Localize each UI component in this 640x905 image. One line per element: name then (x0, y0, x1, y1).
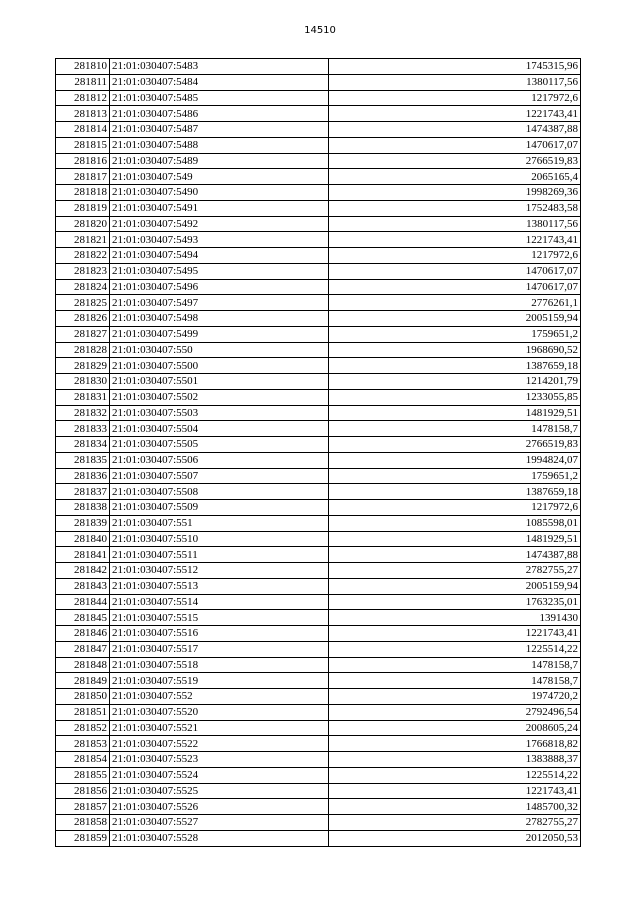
row-number-cell: 281814 (56, 122, 110, 138)
table-row (56, 704, 581, 720)
table-row (56, 122, 581, 138)
cadastral-number-cell: 21:01:030407:5510 (110, 531, 329, 547)
cadastral-value-cell: 1485700,32 (329, 799, 581, 815)
row-number-cell: 281857 (56, 799, 110, 815)
cadastral-value-cell: 2766519,83 (329, 153, 581, 169)
table-row (56, 626, 581, 642)
cadastral-number-cell: 21:01:030407:549 (110, 169, 329, 185)
cadastral-value-cell: 1994824,07 (329, 452, 581, 468)
cadastral-number-cell: 21:01:030407:5489 (110, 153, 329, 169)
cadastral-number-cell: 21:01:030407:5508 (110, 484, 329, 500)
table-row (56, 216, 581, 232)
table-row (56, 531, 581, 547)
table-row (56, 689, 581, 705)
cadastral-number-cell: 21:01:030407:5516 (110, 626, 329, 642)
row-number-cell: 281826 (56, 311, 110, 327)
table-row (56, 153, 581, 169)
cadastral-value-cell: 1380117,56 (329, 216, 581, 232)
cadastral-number-cell: 21:01:030407:5518 (110, 657, 329, 673)
table-row (56, 59, 581, 75)
table-row (56, 610, 581, 626)
cadastral-value-cell: 1221743,41 (329, 626, 581, 642)
row-number-cell: 281830 (56, 374, 110, 390)
row-number-cell: 281815 (56, 137, 110, 153)
cadastral-number-cell: 21:01:030407:552 (110, 689, 329, 705)
cadastral-number-cell: 21:01:030407:5501 (110, 374, 329, 390)
table-row (56, 468, 581, 484)
cadastral-value-cell: 1387659,18 (329, 484, 581, 500)
row-number-cell: 281833 (56, 421, 110, 437)
row-number-cell: 281856 (56, 783, 110, 799)
cadastral-value-cell: 1745315,96 (329, 59, 581, 75)
row-number-cell: 281820 (56, 216, 110, 232)
cadastral-number-cell: 21:01:030407:5488 (110, 137, 329, 153)
table-row (56, 169, 581, 185)
cadastral-value-cell: 1217972,6 (329, 248, 581, 264)
table-row (56, 673, 581, 689)
table-row (56, 374, 581, 390)
cadastral-value-cell: 1968690,52 (329, 342, 581, 358)
row-number-cell: 281837 (56, 484, 110, 500)
cadastral-number-cell: 21:01:030407:550 (110, 342, 329, 358)
table-row (56, 185, 581, 201)
cadastral-number-cell: 21:01:030407:5490 (110, 185, 329, 201)
cadastral-value-cell: 1470617,07 (329, 137, 581, 153)
cadastral-value-cell: 2012050,53 (329, 830, 581, 846)
cadastral-number-cell: 21:01:030407:5500 (110, 358, 329, 374)
row-number-cell: 281836 (56, 468, 110, 484)
table-row (56, 736, 581, 752)
cadastral-value-cell: 1752483,58 (329, 200, 581, 216)
cadastral-number-cell: 21:01:030407:5503 (110, 405, 329, 421)
table-row (56, 500, 581, 516)
table-body (56, 59, 581, 847)
page-number: 14510 (304, 25, 336, 36)
row-number-cell: 281850 (56, 689, 110, 705)
cadastral-value-cell: 1383888,37 (329, 752, 581, 768)
table-row (56, 232, 581, 248)
cadastral-value-cell: 1759651,2 (329, 326, 581, 342)
row-number-cell: 281835 (56, 452, 110, 468)
cadastral-value-cell: 1763235,01 (329, 594, 581, 610)
cadastral-value-cell: 1474387,88 (329, 122, 581, 138)
cadastral-value-cell: 1474387,88 (329, 547, 581, 563)
row-number-cell: 281854 (56, 752, 110, 768)
row-number-cell: 281853 (56, 736, 110, 752)
table-row (56, 342, 581, 358)
table-row (56, 279, 581, 295)
row-number-cell: 281847 (56, 641, 110, 657)
cadastral-number-cell: 21:01:030407:5499 (110, 326, 329, 342)
row-number-cell: 281840 (56, 531, 110, 547)
row-number-cell: 281839 (56, 515, 110, 531)
row-number-cell: 281828 (56, 342, 110, 358)
cadastral-number-cell: 21:01:030407:5485 (110, 90, 329, 106)
cadastral-number-cell: 21:01:030407:5520 (110, 704, 329, 720)
row-number-cell: 281844 (56, 594, 110, 610)
table-row (56, 295, 581, 311)
cadastral-number-cell: 21:01:030407:5498 (110, 311, 329, 327)
row-number-cell: 281812 (56, 90, 110, 106)
cadastral-number-cell: 21:01:030407:5519 (110, 673, 329, 689)
cadastral-value-cell: 1759651,2 (329, 468, 581, 484)
table-row (56, 326, 581, 342)
cadastral-number-cell: 21:01:030407:5504 (110, 421, 329, 437)
row-number-cell: 281852 (56, 720, 110, 736)
row-number-cell: 281816 (56, 153, 110, 169)
row-number-cell: 281829 (56, 358, 110, 374)
row-number-cell: 281831 (56, 389, 110, 405)
row-number-cell: 281855 (56, 767, 110, 783)
cadastral-number-cell: 21:01:030407:5524 (110, 767, 329, 783)
table-row (56, 421, 581, 437)
row-number-cell: 281825 (56, 295, 110, 311)
table-row (56, 452, 581, 468)
cadastral-number-cell: 21:01:030407:5506 (110, 452, 329, 468)
cadastral-value-cell: 2782755,27 (329, 563, 581, 579)
row-number-cell: 281841 (56, 547, 110, 563)
cadastral-number-cell: 21:01:030407:5507 (110, 468, 329, 484)
row-number-cell: 281824 (56, 279, 110, 295)
cadastral-number-cell: 21:01:030407:5484 (110, 74, 329, 90)
cadastral-number-cell: 21:01:030407:5526 (110, 799, 329, 815)
cadastral-value-cell: 1225514,22 (329, 767, 581, 783)
table-row (56, 752, 581, 768)
cadastral-number-cell: 21:01:030407:5509 (110, 500, 329, 516)
cadastral-number-cell: 21:01:030407:5511 (110, 547, 329, 563)
cadastral-number-cell: 21:01:030407:5502 (110, 389, 329, 405)
table-row (56, 437, 581, 453)
cadastral-value-cell: 1387659,18 (329, 358, 581, 374)
table-row (56, 515, 581, 531)
row-number-cell: 281848 (56, 657, 110, 673)
cadastral-number-cell: 21:01:030407:5521 (110, 720, 329, 736)
cadastral-number-cell: 21:01:030407:5492 (110, 216, 329, 232)
table-row (56, 799, 581, 815)
cadastral-number-cell: 21:01:030407:5512 (110, 563, 329, 579)
cadastral-value-cell: 1233055,85 (329, 389, 581, 405)
table-row (56, 405, 581, 421)
cadastral-value-cell: 1766818,82 (329, 736, 581, 752)
cadastral-value-cell: 2792496,54 (329, 704, 581, 720)
table-row (56, 74, 581, 90)
cadastral-number-cell: 21:01:030407:5523 (110, 752, 329, 768)
table-row (56, 484, 581, 500)
row-number-cell: 281851 (56, 704, 110, 720)
cadastral-value-cell: 1221743,41 (329, 106, 581, 122)
row-number-cell: 281846 (56, 626, 110, 642)
cadastral-number-cell: 21:01:030407:5497 (110, 295, 329, 311)
cadastral-value-cell: 2005159,94 (329, 578, 581, 594)
table-row (56, 594, 581, 610)
cadastral-value-cell: 1478158,7 (329, 673, 581, 689)
table-row (56, 783, 581, 799)
row-number-cell: 281832 (56, 405, 110, 421)
cadastral-number-cell: 21:01:030407:5505 (110, 437, 329, 453)
row-number-cell: 281849 (56, 673, 110, 689)
table-row (56, 358, 581, 374)
cadastral-value-cell: 1221743,41 (329, 232, 581, 248)
row-number-cell: 281819 (56, 200, 110, 216)
cadastral-number-cell: 21:01:030407:5514 (110, 594, 329, 610)
cadastral-number-cell: 21:01:030407:5522 (110, 736, 329, 752)
cadastral-value-cell: 2776261,1 (329, 295, 581, 311)
cadastral-number-cell: 21:01:030407:5493 (110, 232, 329, 248)
cadastral-value-cell: 2005159,94 (329, 311, 581, 327)
cadastral-number-cell: 21:01:030407:5483 (110, 59, 329, 75)
table-row (56, 90, 581, 106)
table-row (56, 563, 581, 579)
cadastral-value-cell: 1217972,6 (329, 90, 581, 106)
cadastral-number-cell: 21:01:030407:5495 (110, 263, 329, 279)
row-number-cell: 281834 (56, 437, 110, 453)
table-row (56, 389, 581, 405)
table-row (56, 248, 581, 264)
row-number-cell: 281845 (56, 610, 110, 626)
row-number-cell: 281822 (56, 248, 110, 264)
table-row (56, 137, 581, 153)
cadastral-number-cell: 21:01:030407:5494 (110, 248, 329, 264)
cadastral-number-cell: 21:01:030407:5486 (110, 106, 329, 122)
cadastral-number-cell: 21:01:030407:5496 (110, 279, 329, 295)
cadastral-value-cell: 1470617,07 (329, 263, 581, 279)
cadastral-value-cell: 1478158,7 (329, 657, 581, 673)
cadastral-number-cell: 21:01:030407:5517 (110, 641, 329, 657)
table-row (56, 547, 581, 563)
table-row (56, 106, 581, 122)
cadastral-number-cell: 21:01:030407:5525 (110, 783, 329, 799)
cadastral-value-cell: 1225514,22 (329, 641, 581, 657)
row-number-cell: 281817 (56, 169, 110, 185)
cadastral-value-table (55, 58, 581, 847)
table-row (56, 641, 581, 657)
cadastral-value-cell: 1085598,01 (329, 515, 581, 531)
cadastral-value-cell: 1217972,6 (329, 500, 581, 516)
cadastral-value-cell: 1478158,7 (329, 421, 581, 437)
cadastral-value-cell: 1481929,51 (329, 405, 581, 421)
cadastral-number-cell: 21:01:030407:5487 (110, 122, 329, 138)
row-number-cell: 281859 (56, 830, 110, 846)
row-number-cell: 281823 (56, 263, 110, 279)
cadastral-number-cell: 21:01:030407:551 (110, 515, 329, 531)
cadastral-value-cell: 1974720,2 (329, 689, 581, 705)
row-number-cell: 281813 (56, 106, 110, 122)
row-number-cell: 281821 (56, 232, 110, 248)
row-number-cell: 281818 (56, 185, 110, 201)
table-row (56, 200, 581, 216)
cadastral-value-cell: 1391430 (329, 610, 581, 626)
cadastral-number-cell: 21:01:030407:5528 (110, 830, 329, 846)
cadastral-value-cell: 1470617,07 (329, 279, 581, 295)
cadastral-number-cell: 21:01:030407:5513 (110, 578, 329, 594)
cadastral-value-cell: 1481929,51 (329, 531, 581, 547)
cadastral-value-cell: 1221743,41 (329, 783, 581, 799)
table-row (56, 830, 581, 846)
cadastral-value-cell: 1214201,79 (329, 374, 581, 390)
table-row (56, 311, 581, 327)
cadastral-value-cell: 2766519,83 (329, 437, 581, 453)
cadastral-value-cell: 2008605,24 (329, 720, 581, 736)
table-row (56, 578, 581, 594)
cadastral-value-cell: 2782755,27 (329, 815, 581, 831)
table-row (56, 720, 581, 736)
row-number-cell: 281811 (56, 74, 110, 90)
table-row (56, 263, 581, 279)
cadastral-number-cell: 21:01:030407:5515 (110, 610, 329, 626)
row-number-cell: 281858 (56, 815, 110, 831)
row-number-cell: 281810 (56, 59, 110, 75)
row-number-cell: 281838 (56, 500, 110, 516)
cadastral-number-cell: 21:01:030407:5491 (110, 200, 329, 216)
table-row (56, 657, 581, 673)
table-row (56, 815, 581, 831)
cadastral-value-cell: 2065165,4 (329, 169, 581, 185)
cadastral-value-cell: 1998269,36 (329, 185, 581, 201)
row-number-cell: 281842 (56, 563, 110, 579)
cadastral-value-cell: 1380117,56 (329, 74, 581, 90)
row-number-cell: 281843 (56, 578, 110, 594)
table-row (56, 767, 581, 783)
cadastral-number-cell: 21:01:030407:5527 (110, 815, 329, 831)
row-number-cell: 281827 (56, 326, 110, 342)
